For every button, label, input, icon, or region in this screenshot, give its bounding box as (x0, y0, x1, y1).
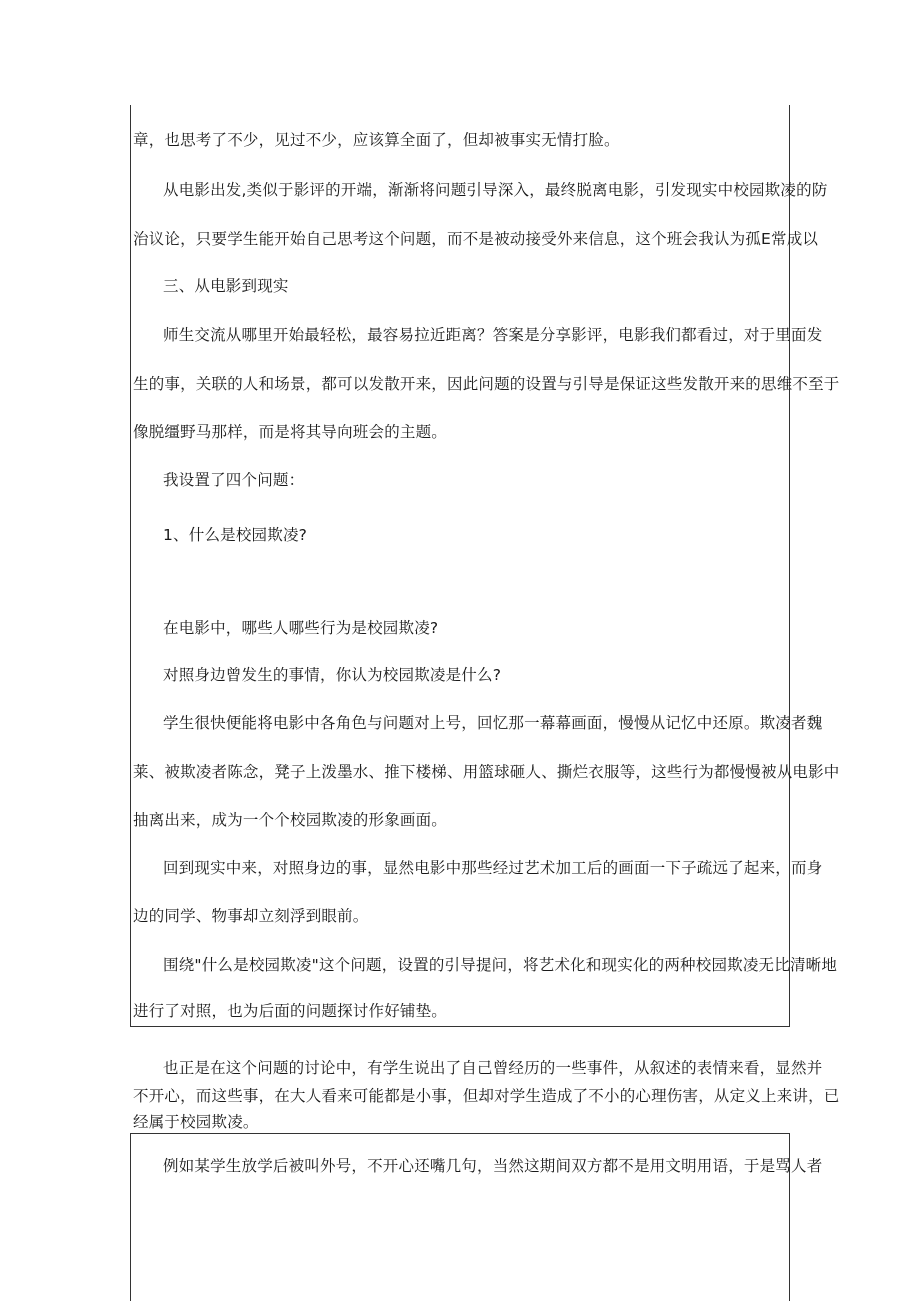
paragraph-line: 例如某学生放学后被叫外号，不开心还嘴几句，当然这期间双方都不是用文明用语，于是骂人者 (163, 1157, 823, 1175)
paragraph-line: 从电影出发,类似于影评的开端，渐渐将问题引导深入，最终脱离电影，引发现实中校园欺凌的防 (163, 181, 828, 199)
paragraph-line: 对照身边曾发生的事情，你认为校园欺凌是什么? (163, 666, 502, 684)
paragraph-line: 生的事，关联的人和场景，都可以发散开来，因此问题的设置与引导是保证这些发散开来的思维不至于 (133, 375, 840, 393)
paragraph-line: 也正是在这个问题的讨论中，有学生说出了自己曾经历的一些事件，从叙述的表情来看，显然并 (163, 1059, 823, 1077)
paragraph-line: 抽离出来，成为一个个校园欺凌的形象画面。 (133, 811, 448, 829)
paragraph-line: 经属于校园欺凌。 (133, 1113, 259, 1131)
paragraph-line: 我设置了四个问题： (163, 471, 305, 489)
paragraph-line: 边的同学、物事却立刻浮到眼前。 (133, 907, 369, 925)
question-item: 1、什么是校园欺凌? (163, 526, 308, 544)
paragraph-line: 不开心，而这些事，在大人看来可能都是小事，但却对学生造成了不小的心理伤害，从定义上来讲，已 (133, 1087, 840, 1105)
section-heading: 三、从电影到现实 (163, 277, 289, 295)
paragraph-line: 章，也思考了不少，见过不少，应该算全面了，但却被事实无情打脸。 (133, 131, 620, 149)
paragraph-line: 学生很快便能将电影中各角色与问题对上号，回忆那一幕幕画面，慢慢从记忆中还原。欺凌者魏 (163, 714, 823, 732)
paragraph-line: 莱、被欺凌者陈念，凳子上泼墨水、推下楼梯、用篮球砸人、撕烂衣服等，这些行为都慢慢被从电影中 (133, 763, 840, 781)
paragraph-line: 师生交流从哪里开始最轻松，最容易拉近距离？答案是分享影评，电影我们都看过，对于里面发 (163, 326, 823, 344)
paragraph-line: 围绕"什么是校园欺凌"这个问题，设置的引导提问，将艺术化和现实化的两种校园欺凌无比清晰地 (163, 956, 838, 974)
paragraph-line: 治议论，只要学生能开始自己思考这个问题，而不是被动接受外来信息，这个班会我认为孤E常成以 (133, 230, 819, 248)
paragraph-line: 像脱缰野马那样，而是将其导向班会的主题。 (133, 423, 448, 441)
paragraph-line: 进行了对照，也为后面的问题探讨作好铺垫。 (133, 1002, 448, 1020)
paragraph-line: 回到现实中来，对照身边的事，显然电影中那些经过艺术加工后的画面一下子疏远了起来，而身 (163, 859, 823, 877)
paragraph-line: 在电影中，哪些人哪些行为是校园欺凌? (163, 619, 439, 637)
